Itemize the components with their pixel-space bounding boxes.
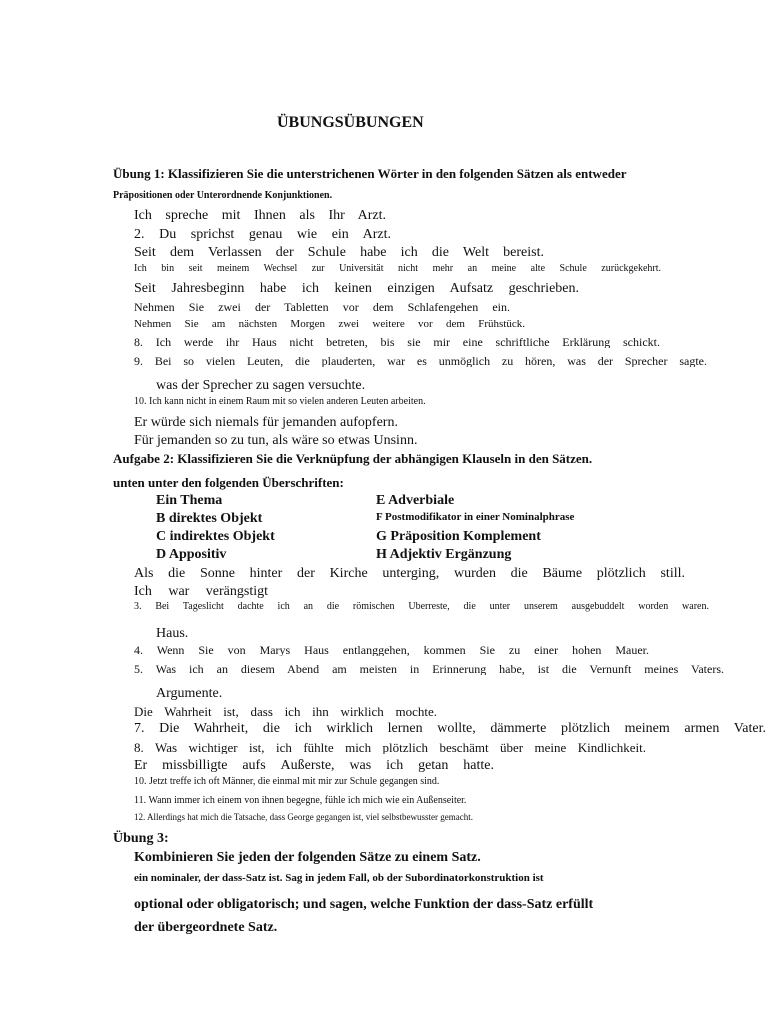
category-label: G Präposition Komplement: [376, 529, 541, 544]
exercise-1-item: 9. Bei so vielen Leuten, die plauderten, war es unmöglich zu hören, was der Sprecher sagte.: [134, 355, 707, 367]
exercise-2-item: 12. Allerdings hat mich die Tatsache, dass George gegangen ist, viel selbstbewusster gemacht.: [134, 812, 473, 822]
exercise-1-item: Ich bin seit meinem Wechsel zur Universität nicht mehr an meine alte Schule zurückgekehrt.: [134, 264, 661, 274]
exercise-2-item-continuation: Haus.: [156, 626, 189, 641]
exercise-2-subheading: unten unter den folgenden Überschriften:: [113, 475, 344, 490]
exercise-2-item: Ich war verängstigt: [134, 585, 268, 599]
exercise-3-instruction: optional oder obligatorisch; und sagen, welche Funktion der dass-Satz erfüllt: [134, 897, 594, 912]
exercise-2-item-continuation: Argumente.: [156, 686, 223, 701]
exercise-3-heading: Übung 3:: [113, 831, 169, 846]
exercise-3-instruction: Kombinieren Sie jeden der folgenden Sätze zu einem Satz.: [134, 850, 481, 865]
category-label: H Adjektiv Ergänzung: [376, 547, 512, 562]
exercise-1-item-continuation: was der Sprecher zu sagen versuchte.: [156, 378, 366, 393]
exercise-1-heading: Übung 1: Klassifizieren Sie die unterstrichenen Wörter in den folgenden Sätzen als entweder: [113, 166, 627, 181]
exercise-1-item: Für jemanden so zu tun, als wäre so etwas Unsinn.: [134, 433, 418, 448]
exercise-2-heading: Aufgabe 2: Klassifizieren Sie die Verknüpfung der abhängigen Klauseln in den Sätzen.: [113, 451, 593, 466]
exercise-2-item: 10. Jetzt treffe ich oft Männer, die einmal mit mir zur Schule gegangen sind.: [134, 776, 440, 787]
exercise-2-item: Er missbilligte aufs Äußerste, was ich getan hatte.: [134, 759, 494, 773]
exercise-2-item: Als die Sonne hinter der Kirche unterging, wurden die Bäume plötzlich still.: [134, 567, 685, 581]
exercise-1-subheading: Präpositionen oder Unterordnende Konjunktionen.: [113, 190, 333, 201]
exercise-1-item: 8. Ich werde ihr Haus nicht betreten, bis sie mir eine schriftliche Erklärung schickt.: [134, 336, 660, 348]
exercise-1-item: Seit Jahresbeginn habe ich keinen einzigen Aufsatz geschrieben.: [134, 282, 579, 296]
exercise-1-item: Nehmen Sie zwei der Tabletten vor dem Schlafengehen ein.: [134, 301, 510, 313]
exercise-2-item: 4. Wenn Sie von Marys Haus entlanggehen, kommen Sie zu einer hohen Mauer.: [134, 644, 649, 656]
exercise-1-item: 10. Ich kann nicht in einem Raum mit so vielen anderen Leuten arbeiten.: [134, 396, 426, 407]
exercise-1-item: Seit dem Verlassen der Schule habe ich die Welt bereist.: [134, 246, 544, 260]
category-label: C indirektes Objekt: [156, 529, 275, 544]
exercise-2-item: 3. Bei Tageslicht dachte ich an die römischen Überreste, die unter unserem ausgebuddelt worden waren.: [134, 602, 709, 612]
category-label: F Postmodifikator in einer Nominalphrase: [376, 511, 575, 523]
exercise-2-item: 7. Die Wahrheit, die ich wirklich lernen wollte, dämmerte plötzlich meinem armen Vater.: [134, 722, 766, 736]
exercise-1-item: Er würde sich niemals für jemanden aufopfern.: [134, 415, 398, 430]
exercise-2-item: Die Wahrheit ist, dass ich ihn wirklich mochte.: [134, 705, 437, 718]
exercise-2-item: 11. Wann immer ich einem von ihnen begegne, fühle ich mich wie ein Außenseiter.: [134, 795, 467, 806]
page-title: ÜBUNGSÜBUNGEN: [277, 114, 424, 131]
exercise-1-item: Ich spreche mit Ihnen als Ihr Arzt.: [134, 209, 386, 223]
category-label: B direktes Objekt: [156, 511, 263, 526]
category-label: D Appositiv: [156, 547, 227, 562]
exercise-1-item: Nehmen Sie am nächsten Morgen zwei weitere vor dem Frühstück.: [134, 319, 525, 330]
exercise-3-instruction: der übergeordnete Satz.: [134, 920, 278, 935]
exercise-1-item: 2. Du sprichst genau wie ein Arzt.: [134, 228, 391, 242]
category-label: E Adverbiale: [376, 493, 455, 508]
exercise-3-instruction: ein nominaler, der dass-Satz ist. Sag in jedem Fall, ob der Subordinatorkonstruktion ist: [134, 872, 544, 884]
category-label: Ein Thema: [156, 493, 223, 508]
exercise-2-item: 5. Was ich an diesem Abend am meisten in Erinnerung habe, ist die Vernunft meines Vaters.: [134, 663, 724, 675]
exercise-2-item: 8. Was wichtiger ist, ich fühlte mich plötzlich beschämt über meine Kindlichkeit.: [134, 741, 646, 754]
